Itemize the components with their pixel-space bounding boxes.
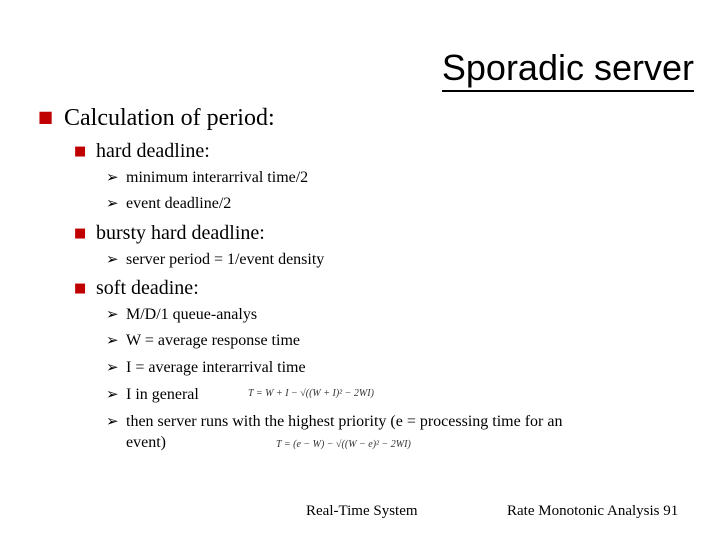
formula-priority: T = (e − W) − √((W − e)² − 2WI) [276,439,411,450]
square-bullet-icon: ■ [74,281,87,296]
sub-bullet [106,168,308,187]
bullet-soft-deadline [74,277,199,300]
bullet-text: hard deadline: [96,140,210,162]
arrow-bullet-icon: ➢ [106,331,119,349]
arrow-bullet-icon: ➢ [106,358,119,376]
footer-right: Rate Monotonic Analysis 91 [507,503,679,519]
sub-bullet-text: event deadline/2 [126,195,232,212]
sub-bullet-continuation: event) [126,434,166,451]
sub-bullet [106,305,257,324]
sub-bullet [106,358,306,377]
sub-bullet [106,250,324,269]
sub-bullet-text: W = average response time [126,332,300,349]
bullet-hard-deadline [74,140,210,163]
formula-general: T = W + I − √((W + I)² − 2WI) [248,388,374,399]
sub-bullet [106,385,199,404]
arrow-bullet-icon: ➢ [106,385,119,403]
bullet-text: bursty hard deadline: [96,222,265,244]
arrow-bullet-icon: ➢ [106,250,119,268]
sub-bullet [106,194,231,213]
sub-bullet-text: server period = 1/event density [126,251,325,268]
arrow-bullet-icon: ➢ [106,412,119,430]
arrow-bullet-icon: ➢ [106,305,119,323]
square-bullet-icon: ■ [74,226,87,241]
slide-title: Sporadic server [442,48,694,92]
arrow-bullet-icon: ➢ [106,194,119,212]
square-bullet-icon: ■ [38,107,54,126]
bullet-text: Calculation of period: [64,105,275,131]
arrow-bullet-icon: ➢ [106,168,119,186]
sub-bullet-text: minimum interarrival time/2 [126,169,309,186]
sub-bullet [106,412,562,431]
sub-bullet-text: then server runs with the highest priority (e = processing time for an [126,413,563,430]
sub-bullet-text: I = average interarrival time [126,359,306,376]
bullet-bursty-hard-deadline [74,222,265,245]
bullet-calculation [38,105,275,132]
sub-bullet [106,331,300,350]
sub-bullet-text: I in general [126,386,199,403]
bullet-text: soft deadine: [96,277,199,299]
sub-bullet-text: M/D/1 queue-analys [126,306,258,323]
square-bullet-icon: ■ [74,144,87,159]
footer-left: Real-Time System [306,503,418,519]
